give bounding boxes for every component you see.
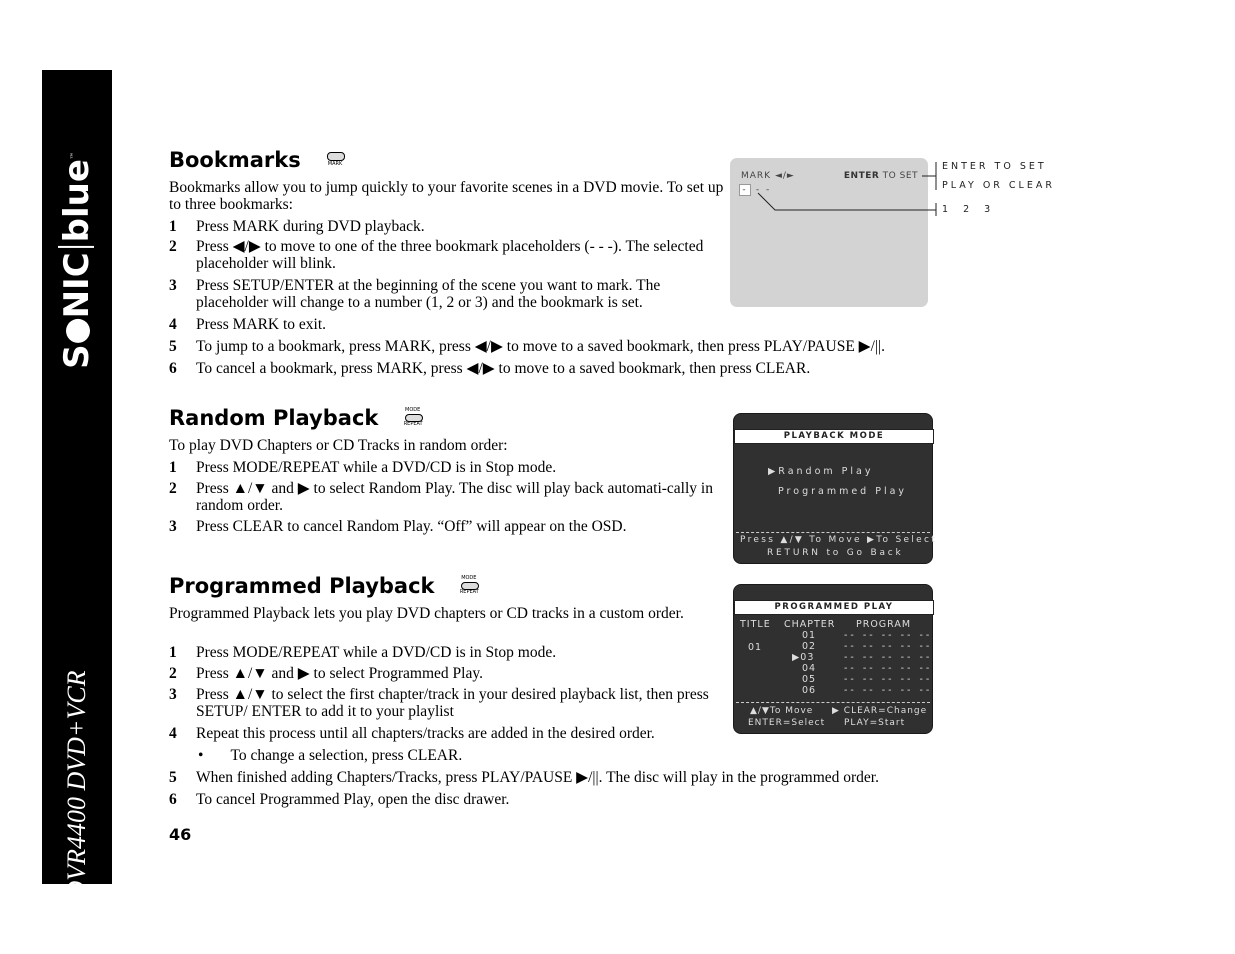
list-item: 5 When finished adding Chapters/Tracks, press PLAY/PAUSE ▶/||. The disc will play in the programmed order. bbox=[169, 769, 879, 786]
mark-button-icon: MARK bbox=[326, 152, 344, 170]
bookmarks-intro: Bookmarks allow you to jump quickly to your favorite scenes in a DVD movie. To set up to three bookmarks: bbox=[169, 179, 724, 213]
osd-programmed-play-item: Programmed Play bbox=[778, 486, 908, 497]
osd-chapter: 05 bbox=[802, 674, 817, 685]
osd-title-value: 01 bbox=[748, 642, 763, 653]
bookmark-slots: - - - bbox=[739, 184, 771, 196]
playback-mode-osd bbox=[733, 413, 938, 564]
list-item: 3 Press ▲/▼ to select the first chapter/track in your desired playback list, then press SETUP/ ENTER to add it to your playlist bbox=[169, 686, 709, 720]
programmed-intro: Programmed Playback lets you play DVD chapters or CD tracks in a custom order. bbox=[169, 605, 684, 622]
page-number: 46 bbox=[169, 825, 192, 844]
osd-chapter: 02 bbox=[802, 641, 817, 652]
callout-enter-to-set: ENTER TO SET bbox=[942, 161, 1047, 172]
list-item: 1 Press MARK during DVD playback. bbox=[169, 218, 425, 235]
list-item: 2 Press ▲/▼ and ▶ to select Programmed Play. bbox=[169, 665, 483, 682]
list-item: 3 Press SETUP/ENTER at the beginning of the scene you want to mark. The placeholder will change to a number (1, 2 or 3) and the bookmark is set. bbox=[169, 277, 661, 311]
osd-footer-start: PLAY=Start bbox=[844, 718, 906, 728]
programmed-play-osd bbox=[733, 584, 933, 734]
list-item: 4 Press MARK to exit. bbox=[169, 316, 327, 333]
callout-play-or-clear: PLAY OR CLEAR bbox=[942, 180, 1055, 191]
osd-program-row: -- -- -- -- -- bbox=[844, 685, 933, 696]
osd-header: PROGRAMMED PLAY bbox=[734, 600, 934, 615]
osd-program-row: -- -- -- -- -- bbox=[844, 652, 933, 663]
osd-col-title: TITLE bbox=[740, 619, 771, 630]
osd-mark-label: MARK ◄/► bbox=[741, 171, 795, 181]
osd-header: PLAYBACK MODE bbox=[734, 429, 934, 444]
brand-logo: SNICblue™ bbox=[57, 151, 97, 369]
osd-program-row: -- -- -- -- -- bbox=[844, 674, 933, 685]
list-item: 6 To cancel a bookmark, press MARK, press ◀/▶ to move to a saved bookmark, then press CLEAR. bbox=[169, 360, 811, 377]
random-playback-heading: Random Playback MODE REPEAT bbox=[169, 406, 423, 430]
list-item: 3 Press CLEAR to cancel Random Play. “Off” will appear on the OSD. bbox=[169, 518, 627, 535]
osd-chapter: 01 bbox=[802, 630, 817, 641]
mode-repeat-button-icon: MODE REPEAT bbox=[459, 575, 479, 595]
list-item: 6 To cancel Programmed Play, open the disc drawer. bbox=[169, 791, 510, 808]
bullet-item: • To change a selection, press CLEAR. bbox=[198, 747, 463, 764]
mode-repeat-button-icon: MODE REPEAT bbox=[403, 407, 423, 427]
list-item: 2 Press ◀/▶ to move to one of the three bookmark placeholders (- - -). The selected placeholder will blink. bbox=[169, 238, 704, 272]
osd-footer-change: ▶ CLEAR=Change bbox=[832, 706, 928, 716]
osd-footer-select: ENTER=Select bbox=[748, 718, 826, 728]
osd-chapter-selected: ▶03 bbox=[792, 652, 815, 663]
osd-program-row: -- -- -- -- -- bbox=[844, 641, 933, 652]
programmed-playback-heading: Programmed Playback MODE REPEAT bbox=[169, 574, 479, 598]
list-item: 2 Press ▲/▼ and ▶ to select Random Play. The disc will play back automati-cally in random order. bbox=[169, 480, 713, 514]
osd-enter-label: ENTER TO SET bbox=[843, 171, 918, 181]
list-item: 4 Repeat this process until all chapters/tracks are added in the desired order. bbox=[169, 725, 655, 742]
osd-program-row: -- -- -- -- -- bbox=[844, 630, 933, 641]
osd-footer-move: ▲/▼To Move bbox=[750, 706, 814, 716]
osd-footer-return: RETURN to Go Back bbox=[767, 548, 904, 558]
bookmarks-heading: Bookmarks MARK bbox=[169, 148, 344, 172]
osd-col-program: PROGRAM bbox=[856, 619, 912, 630]
osd-random-play-item: ▶Random Play bbox=[768, 466, 874, 477]
list-item: 1 Press MODE/REPEAT while a DVD/CD is in Stop mode. bbox=[169, 644, 557, 661]
osd-chapter: 04 bbox=[802, 663, 817, 674]
osd-chapter: 06 bbox=[802, 685, 817, 696]
osd-col-chapter: CHAPTER bbox=[784, 619, 836, 630]
random-intro: To play DVD Chapters or CD Tracks in random order: bbox=[169, 437, 508, 454]
list-item: 1 Press MODE/REPEAT while a DVD/CD is in Stop mode. bbox=[169, 459, 557, 476]
osd-footer-move: Press ▲/▼ To Move ▶To Select bbox=[740, 535, 938, 545]
osd-program-row: -- -- -- -- -- bbox=[844, 663, 933, 674]
model-name: DVR4400 DVD+VCR bbox=[62, 670, 91, 900]
callout-numbers: 1 2 3 bbox=[942, 204, 997, 215]
list-item: 5 To jump to a bookmark, press MARK, press ◀/▶ to move to a saved bookmark, then press PLAY/PAUSE ▶/||. bbox=[169, 338, 885, 355]
